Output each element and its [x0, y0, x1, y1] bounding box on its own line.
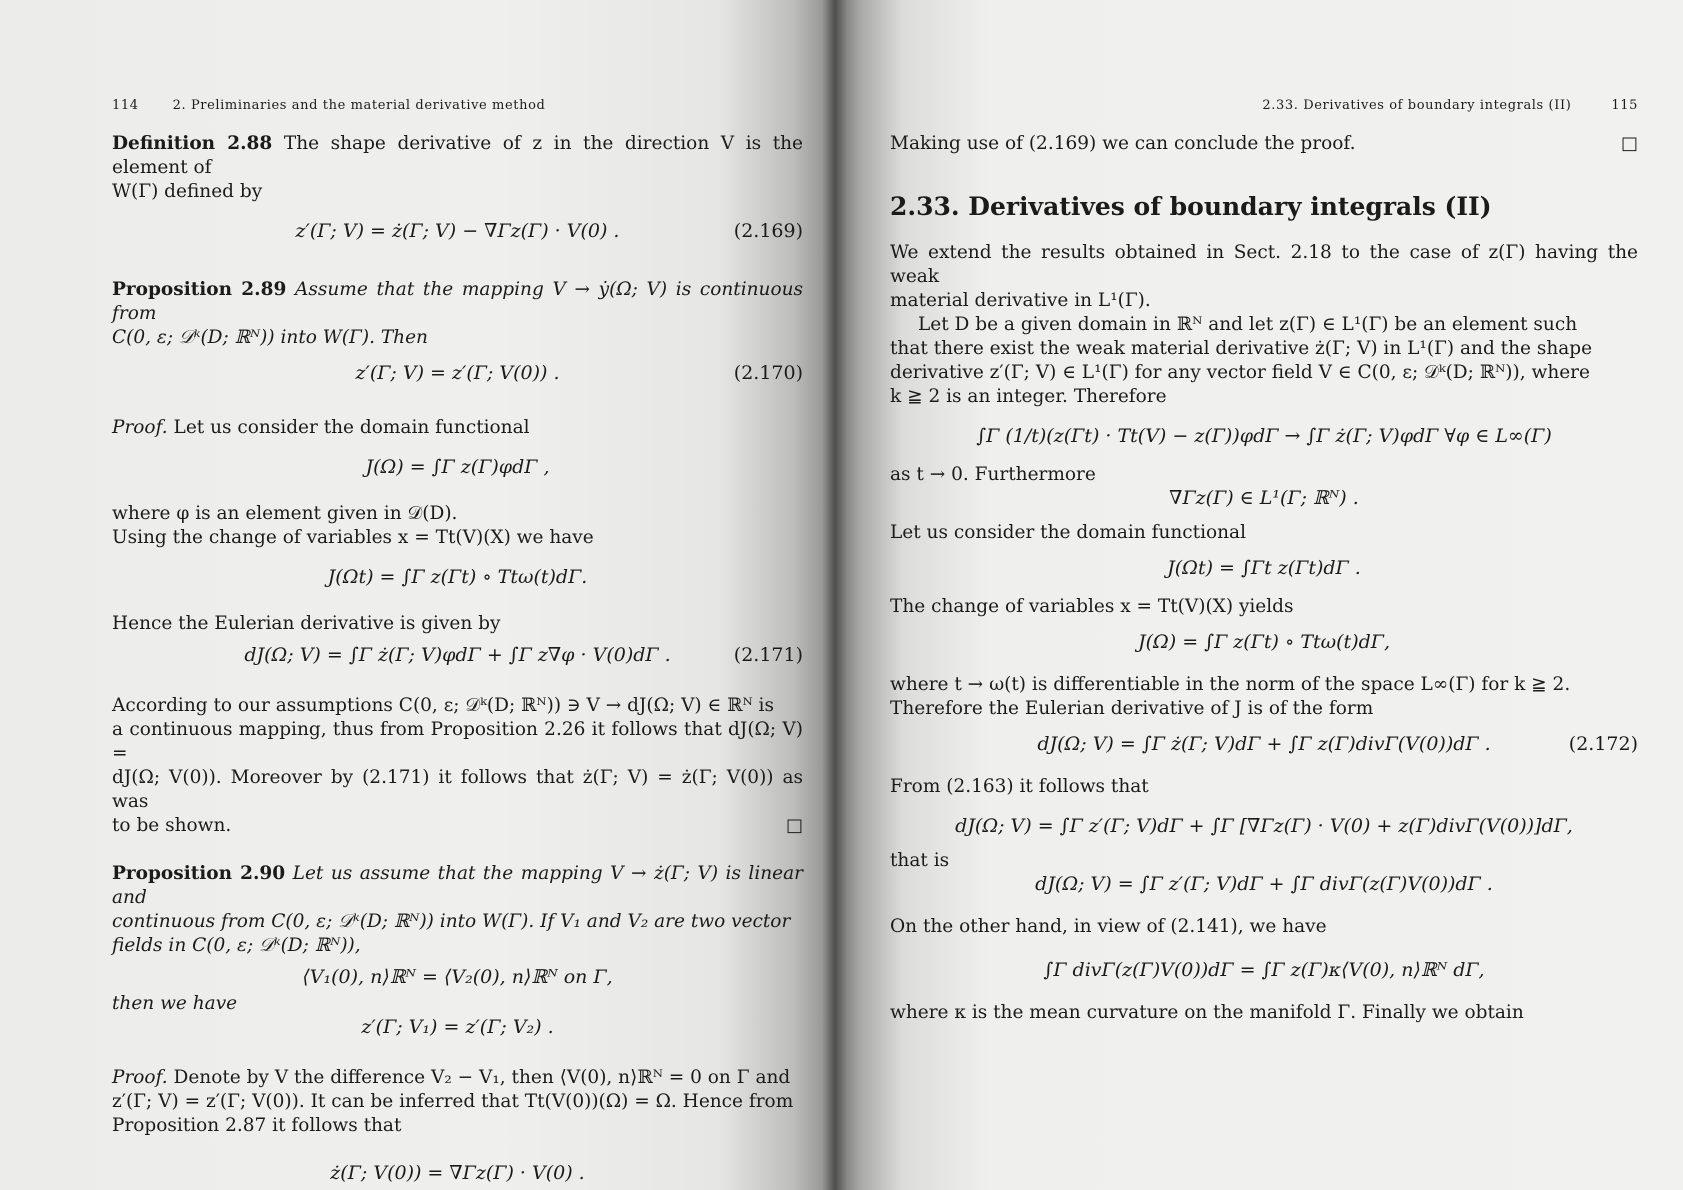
running-head-title-left: 2. Preliminaries and the material derivative method — [172, 98, 546, 113]
equation-curvature: ∫Γ divΓ(z(Γ)V(0))dΓ = ∫Γ z(Γ)κ⟨V(0), n⟩ℝᴺ dΓ, — [1043, 959, 1485, 981]
line-change-yields: The change of variables x = Tt(V)(X) yields — [890, 596, 1294, 617]
equation-j-omega: J(Ω) = ∫Γ z(Γ)φdΓ , — [365, 456, 550, 478]
line-from-163: From (2.163) it follows that — [890, 776, 1149, 797]
line-then-we-have: then we have — [112, 993, 238, 1014]
definition-2-88-label: Definition 2.88 — [112, 133, 273, 154]
paragraph-where-t-2: Therefore the Eulerian derivative of J is of the form — [890, 698, 1374, 719]
proposition-2-90-text-1: Let us assume that the mapping V → ż(Γ; V) is linear and — [112, 863, 803, 908]
proposition-2-90-line-1 — [112, 862, 803, 910]
paragraph-where-t-1: where t → ω(t) is differentiable in the norm of the space L∞(Γ) for k ≧ 2. — [890, 674, 1571, 695]
proposition-2-89-line-1 — [112, 278, 803, 326]
line-where-kappa: where κ is the mean curvature on the manifold Γ. Finally we obtain — [890, 1002, 1524, 1023]
paragraph-extend-1: We extend the results obtained in Sect. 2.18 to the case of z(Γ) having the weak — [890, 242, 1638, 287]
running-head-right — [890, 98, 1638, 120]
equation-2-170-number: (2.170) — [733, 362, 803, 384]
line-other-hand: On the other hand, in view of (2.141), we have — [890, 916, 1327, 937]
book-gutter — [822, 0, 848, 1190]
proof-2-line-1 — [112, 1066, 803, 1090]
paragraph-according-2: a continuous mapping, thus from Proposition 2.26 it follows that dJ(Ω; V) = — [112, 719, 803, 764]
equation-from-163: dJ(Ω; V) = ∫Γ z′(Γ; V)dΓ + ∫Γ [∇Γz(Γ) · V(0) + z(Γ)divΓ(V(0))]dΓ, — [955, 815, 1573, 837]
line-as-t: as t → 0. Furthermore — [890, 464, 1096, 485]
definition-2-88-line-1 — [112, 132, 803, 180]
right-page — [835, 0, 1683, 1190]
equation-2-170 — [112, 362, 803, 384]
section-title: 2.33. Derivatives of boundary integrals (II) — [890, 192, 1492, 221]
paragraph-let-2: that there exist the weak material derivative ż(Γ; V) in L¹(Γ) and the shape — [890, 338, 1593, 359]
paragraph-according-3: dJ(Ω; V(0)). Moreover by (2.171) it follows that ż(Γ; V) = ż(Γ; V(0)) as was — [112, 767, 803, 812]
proof-2-text-3: Proposition 2.87 it follows that — [112, 1115, 402, 1136]
proof-2-text-1: Denote by V the difference V₂ − V₁, then ⟨V(0), n⟩ℝᴺ = 0 on Γ and — [173, 1067, 791, 1088]
equation-2-169-number: (2.169) — [733, 220, 803, 242]
proof-1-line — [112, 416, 803, 440]
equation-2-169-body: z′(Γ; V) = ż(Γ; V) − ∇Γz(Γ) · V(0) . — [295, 220, 620, 242]
qed-symbol-left: □ — [785, 815, 803, 836]
paragraph-extend-2: material derivative in L¹(Γ). — [890, 290, 1151, 311]
proof-1-text: Let us consider the domain functional — [173, 417, 530, 438]
equation-2-170-body: z′(Γ; V) = z′(Γ; V(0)) . — [355, 362, 560, 384]
proposition-2-90-label: Proposition 2.90 — [112, 863, 286, 884]
qed-symbol-right: □ — [1620, 133, 1638, 154]
paragraph-let-3: derivative z′(Γ; V) ∈ L¹(Γ) for any vector field V ∈ C(0, ε; 𝒟ᵏ(D; ℝᴺ)), where — [890, 362, 1590, 383]
equation-j-omega-t-right: J(Ωt) = ∫Γt z(Γt)dΓ . — [1167, 557, 1361, 579]
paragraph-according-4: to be shown. — [112, 815, 232, 836]
proposition-2-89-text-1: Assume that the mapping V → ẏ(Ω; V) is continuous from — [112, 279, 804, 324]
equation-2-172-body: dJ(Ω; V) = ∫Γ ż(Γ; V)dΓ + ∫Γ z(Γ)divΓ(V(0))dΓ . — [1037, 733, 1491, 755]
left-page — [0, 0, 835, 1190]
page-number-right: 115 — [1611, 98, 1638, 113]
equation-2-171-body: dJ(Ω; V) = ∫Γ ż(Γ; V)φdΓ + ∫Γ z∇φ · V(0)dΓ . — [244, 644, 671, 666]
proof-2-label: Proof. — [112, 1067, 168, 1088]
proposition-2-89-label: Proposition 2.89 — [112, 279, 287, 300]
page-number-left: 114 — [112, 98, 139, 113]
definition-2-88-text-2: W(Γ) defined by — [112, 181, 263, 202]
equation-2-171 — [112, 644, 803, 666]
equation-last-left: ż(Γ; V(0)) = ∇Γz(Γ) · V(0) . — [330, 1162, 585, 1184]
equation-that-is: dJ(Ω; V) = ∫Γ z′(Γ; V)dΓ + ∫Γ divΓ(z(Γ)V(0))dΓ . — [1035, 873, 1493, 895]
equation-2-171-number: (2.171) — [733, 644, 803, 666]
equation-j-omega-right: J(Ω) = ∫Γ z(Γt) ∘ Ttω(t)dΓ, — [1137, 631, 1390, 653]
definition-2-88-text-1: The shape derivative of z in the direction V is the element of — [112, 133, 804, 178]
line-where-phi: where φ is an element given in 𝒟(D). — [112, 503, 458, 524]
proposition-2-90-text-3: fields in C(0, ε; 𝒟ᵏ(D; ℝᴺ)), — [112, 935, 361, 956]
proposition-2-89-text-2: C(0, ε; 𝒟ᵏ(D; ℝᴺ)) into W(Γ). Then — [112, 327, 428, 348]
line-making-use: Making use of (2.169) we can conclude the proof. — [890, 133, 1356, 154]
line-making-use-row — [890, 132, 1638, 156]
line-domain-functional: Let us consider the domain functional — [890, 522, 1247, 543]
equation-2-172 — [890, 733, 1638, 755]
equation-2-169 — [112, 220, 803, 242]
equation-zprime-v1-v2: z′(Γ; V₁) = z′(Γ; V₂) . — [361, 1016, 554, 1038]
line-change-vars: Using the change of variables x = Tt(V)(X) we have — [112, 527, 594, 548]
paragraph-according-4-line — [112, 814, 803, 838]
running-head-title-right: 2.33. Derivatives of boundary integrals (II) — [1262, 98, 1572, 113]
equation-2-172-number: (2.172) — [1568, 733, 1638, 755]
equation-v1-v2: ⟨V₁(0), n⟩ℝᴺ = ⟨V₂(0), n⟩ℝᴺ on Γ, — [302, 966, 613, 988]
proposition-2-90-text-2: continuous from C(0, ε; 𝒟ᵏ(D; ℝᴺ)) into W(Γ). If V₁ and V₂ are two vector — [112, 911, 791, 932]
proof-1-label: Proof. — [112, 417, 168, 438]
equation-gradient: ∇Γz(Γ) ∈ L¹(Γ; ℝᴺ) . — [1169, 487, 1359, 509]
running-head-left — [112, 98, 803, 120]
equation-j-omega-t: J(Ωt) = ∫Γ z(Γt) ∘ Ttω(t)dΓ. — [327, 566, 588, 588]
line-hence-eulerian: Hence the Eulerian derivative is given by — [112, 613, 501, 634]
equation-limit: ∫Γ (1/t)(z(Γt) · Tt(V) − z(Γ))φdΓ → ∫Γ ż(Γ; V)φdΓ ∀φ ∈ L∞(Γ) — [976, 425, 1552, 447]
paragraph-let-1: Let D be a given domain in ℝᴺ and let z(Γ) ∈ L¹(Γ) be an element such — [918, 314, 1578, 335]
proof-2-text-2: z′(Γ; V) = z′(Γ; V(0)). It can be inferred that Tt(V(0))(Ω) = Ω. Hence from — [112, 1091, 794, 1112]
line-that-is: that is — [890, 850, 950, 871]
paragraph-let-4: k ≧ 2 is an integer. Therefore — [890, 386, 1167, 407]
paragraph-according-1: According to our assumptions C(0, ε; 𝒟ᵏ(D; ℝᴺ)) ∋ V → dJ(Ω; V) ∈ ℝᴺ is — [112, 695, 774, 716]
